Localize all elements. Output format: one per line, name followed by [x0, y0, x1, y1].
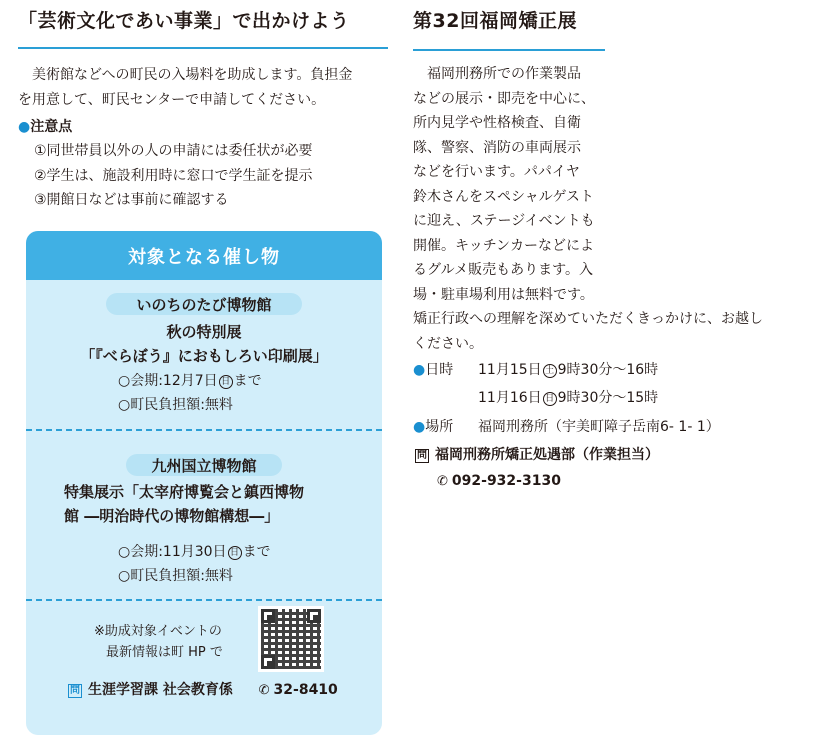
- venue2-period: [118, 541, 271, 561]
- date-label: 日時: [425, 362, 454, 378]
- body-line: 開催。キッチンカーなどによ: [413, 237, 595, 254]
- body-line: 場・駐車場利用は無料です。: [413, 286, 594, 303]
- intro-line: 美術館などへの町民の入場料を助成します。負担金: [32, 67, 353, 83]
- place-value: 福岡刑務所（宇美町障子岳南6- 1- 1）: [478, 419, 720, 435]
- time-text: 9時30分～16時: [557, 362, 659, 378]
- period-text: ○会期:11月30日: [118, 544, 227, 560]
- contact-phone: 092-932-3130: [451, 473, 561, 489]
- notes-label: 注意点: [30, 119, 73, 135]
- contact-name: 福岡刑務所矯正処遇部（作業担当）: [435, 447, 659, 463]
- qr-finder: [307, 609, 321, 623]
- period-end: まで: [233, 373, 262, 389]
- day-mark: 日: [228, 546, 242, 560]
- left-intro: [18, 63, 352, 112]
- venue1-period: [118, 370, 262, 390]
- place-label: 場所: [425, 419, 454, 435]
- phone-icon: ✆: [258, 683, 270, 698]
- qr-finder: [261, 655, 275, 669]
- date-text: 11月16日: [478, 390, 542, 406]
- body-line: に迎え、ステージイベントも: [413, 213, 595, 229]
- divider: [26, 599, 382, 601]
- bullet-icon: ●: [413, 419, 426, 435]
- qr-finder: [261, 609, 275, 623]
- venue2-name: 九州国立博物館: [126, 454, 282, 476]
- qr-code[interactable]: [258, 606, 324, 672]
- note-item: ①同世帯員以外の人の申請には委任状が必要: [34, 143, 313, 159]
- body-line: 隊、警察、消防の車両展示: [413, 139, 581, 156]
- body-line: などの展示・即売を中心に、: [413, 90, 595, 107]
- right-article-title: 第32回福岡矯正展: [413, 10, 577, 32]
- venue1-exhibit-line: 秋の特別展: [166, 323, 242, 341]
- venue1-name: いのちのたび博物館: [106, 293, 302, 315]
- left-article-title: 「芸術文化であい事業」で出かけよう: [18, 10, 350, 32]
- period-text: ○会期:12月7日: [118, 373, 218, 389]
- left-contact: [68, 679, 338, 699]
- body-line: 所内見学や性格検査、自衛: [413, 115, 581, 131]
- right-phone: [437, 469, 561, 495]
- bullet-icon: ●: [18, 119, 31, 135]
- date-row-1: [478, 358, 658, 383]
- venue1-fee: ○町民負担額:無料: [118, 397, 233, 413]
- divider: [26, 429, 382, 431]
- note-item: ③開館日などは事前に確認する: [34, 192, 229, 208]
- contact-phone: 32-8410: [273, 682, 338, 698]
- day-mark: 日: [219, 375, 233, 389]
- left-title-rule: [18, 47, 388, 49]
- bullet-icon: ●: [413, 362, 426, 378]
- venue2-exhibit-line: 特集展示「太宰府博覧会と鎮西博物: [64, 483, 305, 501]
- notes-list: [34, 139, 313, 213]
- phone-icon: ✆: [437, 474, 448, 489]
- date-text: 11月15日: [478, 362, 542, 378]
- event-date: [413, 358, 453, 383]
- right-title-rule: [413, 49, 605, 51]
- qr-pattern: [261, 609, 321, 669]
- events-box-title: 対象となる催し物: [26, 231, 382, 280]
- right-contact: [415, 443, 659, 468]
- day-mark: 土: [543, 364, 557, 378]
- date-row-2: [478, 386, 658, 411]
- hp-note-line: ※助成対象イベントの: [94, 624, 222, 639]
- period-end: まで: [242, 544, 271, 560]
- right-body: [413, 62, 763, 356]
- body-line: 福岡刑務所での作業製品: [427, 66, 581, 82]
- inquiry-icon: 問: [70, 685, 80, 696]
- venue2-fee: ○町民負担額:無料: [118, 568, 233, 584]
- venue2-exhibit-line: 館 ―明治時代の博物館構想―」: [64, 507, 280, 525]
- body-line: ください。: [413, 335, 483, 352]
- body-line: などを行います。パパイヤ: [413, 164, 580, 180]
- time-text: 9時30分～15時: [557, 390, 659, 406]
- events-box: [26, 231, 382, 735]
- body-line: るグルメ販売もあります。入: [413, 262, 594, 278]
- intro-line: を用意して、町民センターで申請してください。: [18, 91, 326, 108]
- body-line: 鈴木さんをスペシャルゲスト: [413, 188, 594, 205]
- inquiry-icon: 問: [417, 450, 427, 461]
- venue1-exhibit-line: 「『べらぼう』におもしろい印刷展」: [80, 347, 328, 365]
- hp-note-line: 最新情報は町 HP で: [106, 645, 223, 660]
- notes-heading: [18, 115, 72, 140]
- body-line: 矯正行政への理解を深めていただくきっかけに、お越し: [413, 311, 763, 327]
- contact-name: 生涯学習課 社会教育係: [88, 682, 233, 698]
- day-mark: 日: [543, 392, 557, 406]
- event-place: [413, 415, 453, 440]
- note-item: ②学生は、施設利用時に窓口で学生証を提示: [34, 167, 313, 184]
